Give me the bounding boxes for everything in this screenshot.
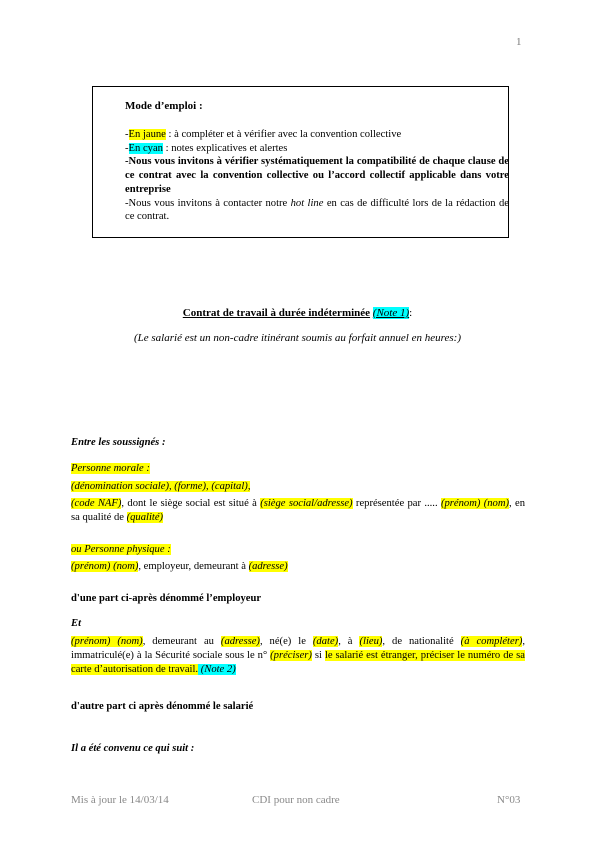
- personne-physique-line: [71, 560, 525, 573]
- hotline-text-italic: hot line: [290, 197, 324, 209]
- pp-prenom-nom: (prénom) (nom): [71, 561, 139, 572]
- instruction-cyan-text: : notes explicatives et alertes: [162, 142, 288, 154]
- footer-doc-title: CDI pour non cadre: [252, 794, 340, 806]
- pm-prenom-nom: (prénom) (nom): [440, 498, 510, 509]
- instruction-cyan: -En cyan : notes explicatives et alertes: [125, 142, 288, 154]
- instruction-hotline: [125, 197, 509, 224]
- instruction-yellow: -En jaune : à compléter et à vérifier avec la convention collective: [125, 129, 402, 140]
- note2-link[interactable]: (Note 2): [198, 664, 236, 675]
- salarie-paragraph: [71, 635, 525, 677]
- footer-doc-number: N°03: [497, 794, 521, 806]
- s-nationalite-field: (à compléter): [460, 636, 523, 647]
- pm-siege-field: (siège social/adresse): [260, 498, 353, 509]
- personne-morale-label: [71, 462, 525, 475]
- employeur-label: d'une part ci-après dénommé l’employeur: [71, 593, 262, 604]
- instruction-compatibility: -Nous vous invitons à vérifier systématiquement la compatibilité de chaque clause de ce contrat avec la convention collective ou l’accord collectif applicable dans votre entreprise: [125, 156, 509, 195]
- s-a-text: , à: [338, 636, 360, 647]
- pm-represented-text: représentée par: [352, 498, 422, 509]
- s-comma: ,: [522, 636, 525, 647]
- footer-date: Mis à jour le 14/03/14: [71, 794, 169, 806]
- convenu-label: Il a été convenu ce qui suit :: [71, 743, 195, 754]
- hotline-text-a: -Nous vous invitons à contacter notre: [125, 197, 291, 209]
- pm-dots: .....: [424, 498, 441, 509]
- cyan-highlight-label: En cyan: [128, 142, 163, 154]
- et-label: Et: [71, 618, 82, 629]
- personne-physique-label: [71, 543, 525, 556]
- s-si-text: si: [311, 650, 325, 661]
- s-demeurant-text: , demeurant au: [142, 636, 221, 647]
- note1-link[interactable]: (Note 1): [372, 307, 410, 319]
- salarie-label: d'autre part ci après dénommé le salarié: [71, 701, 254, 712]
- page-number: 1: [516, 36, 522, 48]
- instruction-yellow-text: : à compléter et à vérifier avec la convention collective: [165, 129, 402, 140]
- pm-siege-text: , dont le siège social est situé à: [121, 498, 261, 509]
- pm-denomination: (dénomination sociale), (forme), (capital),: [71, 481, 251, 492]
- pm-qualite-field: (qualité): [126, 512, 164, 523]
- pm-qualite-text: , en sa qualité de: [71, 498, 525, 523]
- yellow-highlight-label: En jaune: [128, 129, 166, 140]
- s-etranger-text: le salarié est étranger, préciser le numéro de sa carte d’autorisation de travail.: [71, 650, 525, 675]
- s-lieu-field: (lieu): [359, 636, 383, 647]
- s-preciser-field: (préciser): [270, 650, 312, 661]
- hotline-text-b: en cas de difficulté lors de la rédaction de ce contrat.: [125, 197, 509, 223]
- pp-demeurant-text: , employeur, demeurant à: [138, 561, 249, 572]
- pp-adresse-field: (adresse): [248, 561, 288, 572]
- s-prenom-nom: (prénom) (nom): [71, 636, 143, 647]
- contract-subtitle: (Le salarié est un non-cadre itinérant soumis au forfait annuel en heures:): [133, 332, 461, 344]
- personne-morale-line2: [71, 497, 525, 525]
- pm-code-naf: (code NAF): [71, 498, 122, 509]
- instructions-title: Mode d’emploi :: [125, 100, 203, 112]
- contract-title-text: Contrat de travail à durée indéterminée: [182, 307, 371, 319]
- s-date-field: (date): [312, 636, 339, 647]
- contract-title: Contrat de travail à durée indéterminée (Note 1):: [182, 307, 413, 319]
- s-adresse-field: (adresse): [220, 636, 260, 647]
- personne-physique-text: ou Personne physique :: [71, 544, 171, 555]
- s-immat-text: immatriculé(e) à la Sécurité sociale sous le n°: [71, 650, 271, 661]
- personne-morale-text: Personne morale :: [71, 463, 150, 474]
- s-nat-text: , de nationalité: [382, 636, 461, 647]
- personne-morale-line1: [71, 480, 525, 493]
- s-ne-text: , né(e) le: [259, 636, 313, 647]
- instructions-list: [125, 128, 509, 224]
- parties-heading: Entre les soussignés :: [71, 437, 166, 448]
